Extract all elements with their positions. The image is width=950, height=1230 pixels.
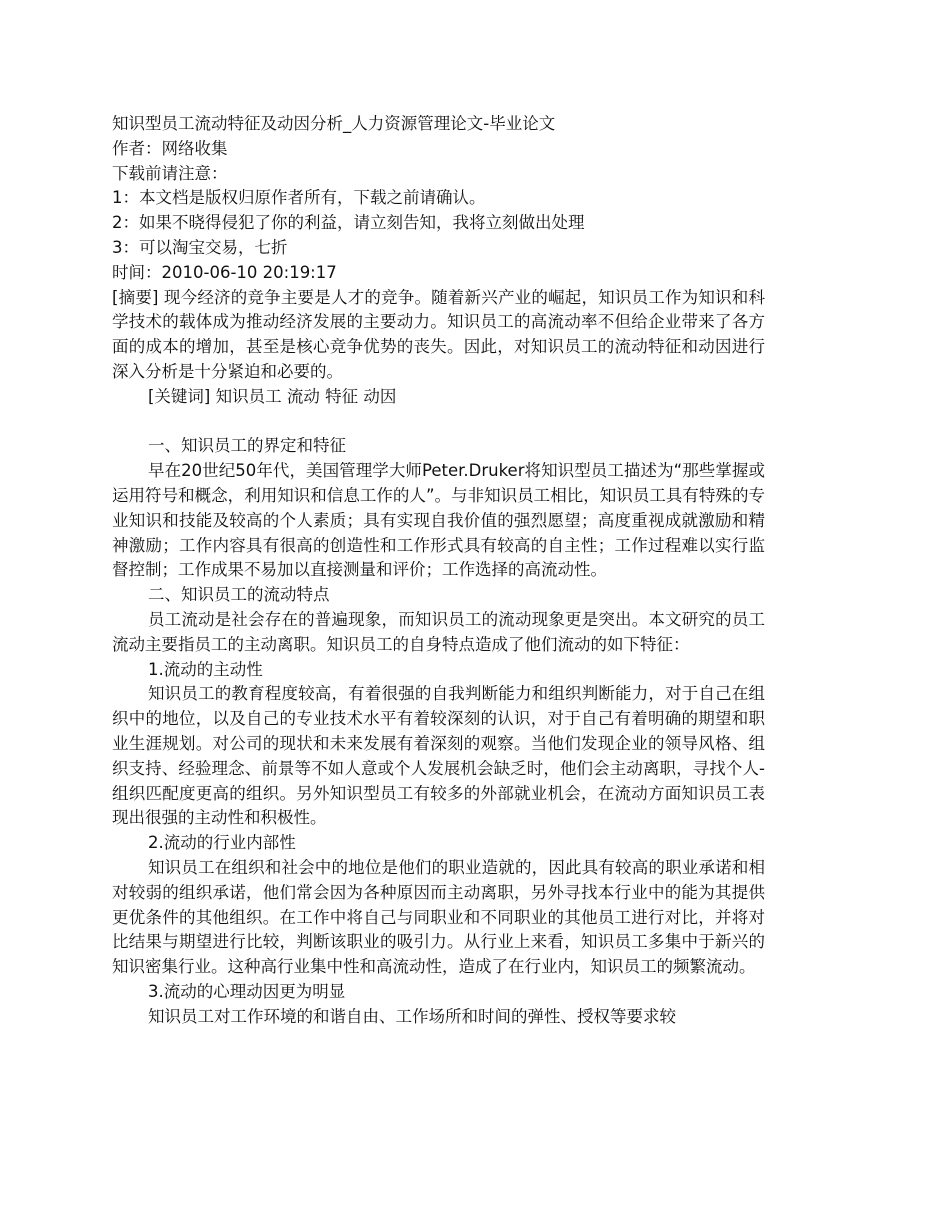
notice-heading: 下载前请注意： — [112, 163, 228, 183]
notice-item-2: 2：如果不晓得侵犯了你的利益，请立刻告知，我将立刻做出处理 — [112, 213, 585, 233]
subsection-heading-1: 1.流动的主动性 — [148, 659, 263, 679]
subsection-3-paragraph: 知识员工对工作环境的和谐自由、工作场所和时间的弹性、授权等要求较 — [148, 1006, 676, 1026]
subsection-heading-3: 3.流动的心理动因更为明显 — [148, 981, 346, 1001]
notice-item-1: 1：本文档是版权归原作者所有，下载之前请确认。 — [112, 188, 486, 208]
subsection-1-paragraph: 知识员工的教育程度较高，有着很强的自我判断能力和组织判断能力，对于自己在组织中的地位，以及自己的专业技术水平有着较深刻的认识，对于自己有着明确的期望和职业生涯规划。对公司的现状和未来发展有着深刻的观察。当他们发现企业的领导风格、组织支持、经验理念、前景等不如人意或个人发展机会缺乏时，他们会主动离职，寻找个人-组织匹配度更高的组织。另外知识型员工有较多的外部就业机会，在流动方面知识员工表现出很强的主动性和积极性。 — [112, 684, 765, 828]
timestamp-line: 时间：2010-06-10 20:19:17 — [112, 262, 337, 282]
blank-line — [112, 410, 765, 435]
abstract-paragraph: [摘要] 现今经济的竞争主要是人才的竞争。随着新兴产业的崛起，知识员工作为知识和科学技术的载体成为推动经济发展的主要动力。知识员工的高流动率不但给企业带来了各方面的成本的增加，甚至是核心竞争优势的丧失。因此，对知识员工的流动特征和动因进行深入分析是十分紧迫和必要的。 — [112, 287, 765, 381]
document-title: 知识型员工流动特征及动因分析_人力资源管理论文-毕业论文 — [112, 114, 556, 133]
author-line: 作者：网络收集 — [112, 138, 228, 158]
section-2-paragraph: 员工流动是社会存在的普遍现象，而知识员工的流动现象更是突出。本文研究的员工流动主要指员工的主动离职。知识员工的自身特点造成了他们流动的如下特征： — [112, 609, 765, 654]
section-1-paragraph: 早在20世纪50年代，美国管理学大师Peter.Druker将知识型员工描述为“那些掌握或运用符号和概念，利用知识和信息工作的人”。与非知识员工相比，知识员工具有特殊的专业知识和技能及较高的个人素质；具有实现自我价值的强烈愿望；高度重视成就激励和精神激励；工作内容具有很高的创造性和工作形式具有较高的自主性；工作过程难以实行监督控制；工作成果不易加以直接测量和评价；工作选择的高流动性。 — [112, 461, 765, 580]
section-heading-2: 二、知识员工的流动特点 — [148, 585, 330, 605]
section-heading-1: 一、知识员工的界定和特征 — [148, 436, 346, 456]
subsection-heading-2: 2.流动的行业内部性 — [148, 833, 296, 853]
keywords-line: [关键词] 知识员工 流动 特征 动因 — [148, 386, 397, 406]
subsection-2-paragraph: 知识员工在组织和社会中的地位是他们的职业造就的，因此具有较高的职业承诺和相对较弱的组织承诺，他们常会因为各种原因而主动离职，另外寻找本行业中的能为其提供更优条件的其他组织。在工作中将自己与同职业和不同职业的其他员工进行对比，并将对比结果与期望进行比较，判断该职业的吸引力。从行业上来看，知识员工多集中于新兴的知识密集行业。这种高行业集中性和高流动性，造成了在行业内，知识员工的频繁流动。 — [112, 857, 765, 977]
notice-item-3: 3：可以淘宝交易，七折 — [112, 237, 288, 257]
